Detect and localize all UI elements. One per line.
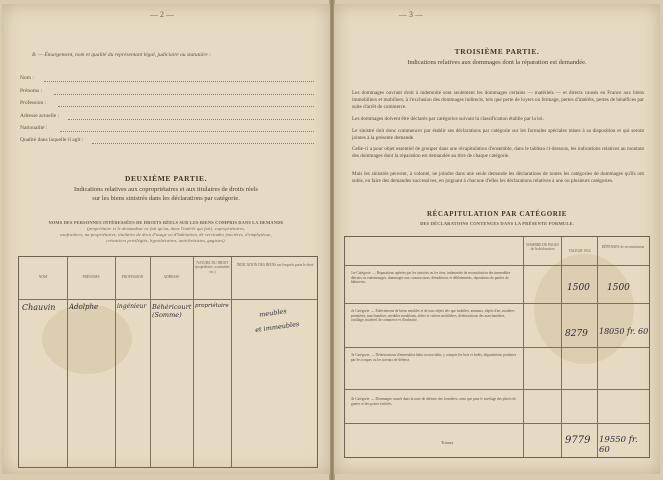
page-number: — 2 — xyxy=(150,10,174,19)
table-col-divider xyxy=(150,257,151,467)
table-row-divider xyxy=(345,389,649,390)
col-header-nom: NOM xyxy=(38,275,48,279)
col-header-biens: INDICATION DES BIENS sur lesquels porte le droit xyxy=(236,263,314,267)
field-label-nationalite: Nationalité : xyxy=(20,125,48,131)
page-left xyxy=(2,4,330,474)
table-row-divider xyxy=(345,423,649,424)
col-header-profession: PROFESSION xyxy=(121,275,144,279)
recap-table xyxy=(344,236,650,458)
part-title: TROISIÈME PARTIE. xyxy=(454,47,540,56)
page-number: — 3 — xyxy=(399,10,423,19)
col-header-depenses: DÉPENSES de reconstitution xyxy=(601,245,645,249)
table-col-divider xyxy=(193,257,194,467)
field-line-prenoms xyxy=(54,94,314,95)
col-header-nature: NATURE DU DROIT (propriétaire, usufruitier, etc.) xyxy=(194,261,231,274)
total-depenses: 19550 fr. 60 xyxy=(599,435,638,455)
hw-profession: ingénieur xyxy=(117,303,147,310)
table-col-divider xyxy=(231,257,232,467)
hw-adresse: Béhéricourt (Somme) xyxy=(152,303,192,319)
cat2-valeur: 8279 xyxy=(565,329,588,339)
part-subtitle-2: sur les biens sinistrés dans les déclarations par catégorie. xyxy=(92,195,240,202)
section-b-heading: B. — Émargement, nom et qualité du représentant légal, judiciaire ou statutaire : xyxy=(32,52,211,58)
table-header-divider xyxy=(19,299,317,300)
category-4-label: 4e Catégorie. — Dommages causés dans la zone de défense des frontières, ainsi que pour le nivelage des places de guerre et des postes fortifiés. xyxy=(351,397,516,406)
table-row-divider xyxy=(345,303,649,304)
table-col-divider xyxy=(523,237,524,457)
list-note-3: créanciers privilégiés, hypothécaires, antichrésistes, gagistes). xyxy=(106,238,226,243)
total-label: Totaux xyxy=(441,440,454,445)
part-title: DEUXIÈME PARTIE. xyxy=(124,174,208,183)
table-col-divider xyxy=(115,257,116,467)
list-note-1: (propriétaire et le demandeur ne fait qu'un, dans l'intérêt qui fait), copropriétaires, xyxy=(87,226,245,231)
paragraph-4: Celle-ci a pour objet essentiel de grouper dans une récapitulation d'ensemble, dans le tableau ci-dessous, les indications relatives au montant des dommages dont la réparation est demandée au titre de chaque catégorie. xyxy=(352,146,644,159)
part-subtitle: Indications relatives aux dommages dont la réparation est demandée. xyxy=(407,59,587,66)
col-header-pages: NOMBRE DE PAGES de la déclaration xyxy=(525,243,559,252)
recap-title: RÉCAPITULATION PAR CATÉGORIE xyxy=(426,210,568,218)
category-1-label: 1re Catégorie. — Réparations opérées par les sinistrés ou les tiers, indemnités de reconstitution des immeubles détruits ou endommagés, dommages aux constructions, démolitions et déblaiements, réparations de parties de bâtiments. xyxy=(351,271,511,285)
field-line-adresse xyxy=(68,119,314,120)
paragraph-3: Le sinistré doit donc commencer par établir ses déclarations par catégorie sur les formules spéciales mises à sa disposition et qui seront jointes à la présente demande. xyxy=(352,128,644,141)
category-2-label: 2e Catégorie. — Enlèvements de biens meubles et de tous objets tels que mobilier, animaux, objets d'art, matières premières, marchandises, meubles meublants, effets et valeurs mobilières, détériorations des marchandises, outillage, matériel de commerce et d'industrie. xyxy=(351,309,515,323)
field-line-profession xyxy=(58,106,314,107)
list-heading: NOMS DES PERSONNES INTÉRESSÉES DE DROITS RÉELS SUR LES BIENS COMPRIS DANS LA DEMANDE xyxy=(48,220,284,225)
list-note-2: usufruitiers, nu-propriétaires, titulaires de droit d'usage ou d'habitation, de servitudes foncières, d'emphytéose, xyxy=(60,232,272,237)
table-col-divider xyxy=(561,237,562,457)
table-col-divider xyxy=(67,257,68,467)
cat1-valeur: 1500 xyxy=(567,283,590,293)
rights-holders-table xyxy=(18,256,318,468)
field-line-nom xyxy=(44,81,314,82)
field-label-qualite: Qualité dans laquelle il agit : xyxy=(20,137,84,143)
field-line-nationalite xyxy=(60,131,314,132)
category-3-label: 3e Catégorie. — Détériorations d'immeubles bâtis ou non bâtis, y compris les bois et forêts, dégradations produites par les troupes ou les travaux de défense. xyxy=(351,353,517,362)
field-label-profession: Profession : xyxy=(20,100,47,106)
hw-nom: Chauvin xyxy=(22,303,56,312)
page-right xyxy=(334,4,660,474)
field-line-qualite xyxy=(92,143,314,144)
table-row-divider xyxy=(345,347,649,348)
cat2-depenses: 18050 fr. 60 xyxy=(599,327,649,336)
paragraph-5: Mais les sinistrés peuvent, à volonté, ne joindre dans une seule demande les déclarations de toutes les catégories de dommages qu'ils ont subis, en faire des demandes successives, en joignant à chacune d'elles les déclarations relatives à une ou plusieurs catégories. xyxy=(352,171,644,184)
hw-nature: propriétaire xyxy=(195,303,229,309)
hw-biens-1: meubles xyxy=(258,307,288,319)
field-label-nom: Nom : xyxy=(20,75,34,81)
recap-subtitle: DES DÉCLARATIONS CONTENUES DANS LA PRÉSENTE FORMULE. xyxy=(420,221,574,226)
col-header-adresse: ADRESSE xyxy=(163,275,180,279)
hw-prenoms: Adolphe xyxy=(69,303,99,311)
field-label-adresse: Adresse actuelle : xyxy=(20,113,60,119)
table-col-divider xyxy=(597,237,598,457)
col-header-valeur: VALEUR 1914 xyxy=(568,249,591,253)
total-valeur: 9779 xyxy=(565,435,591,446)
cat1-depenses: 1500 xyxy=(607,283,630,293)
table-header-divider xyxy=(345,265,649,266)
col-header-prenoms: PRÉNOMS xyxy=(82,275,100,279)
paragraph-1: Les dommages ouvrant droit à indemnité sont seulement les dommages certains — matériels — et directs causés en France aux biens immobiliers et mobiliers, à l'exclusion des dommages indirects, tels que perte de loyers ou fermage, pertes d'intérêts, pertes de bénéfices par suite d'arrêt de commerce. xyxy=(352,90,644,110)
field-label-prenoms: Prénoms : xyxy=(20,88,43,94)
part-subtitle-1: Indications relatives aux copropriétaires et aux titulaires de droits réels xyxy=(74,186,258,193)
paragraph-2: Les dommages doivent être déclarés par catégories suivant la classification établie par la loi. xyxy=(352,116,544,122)
hw-biens-2: et immeubles xyxy=(254,319,300,335)
